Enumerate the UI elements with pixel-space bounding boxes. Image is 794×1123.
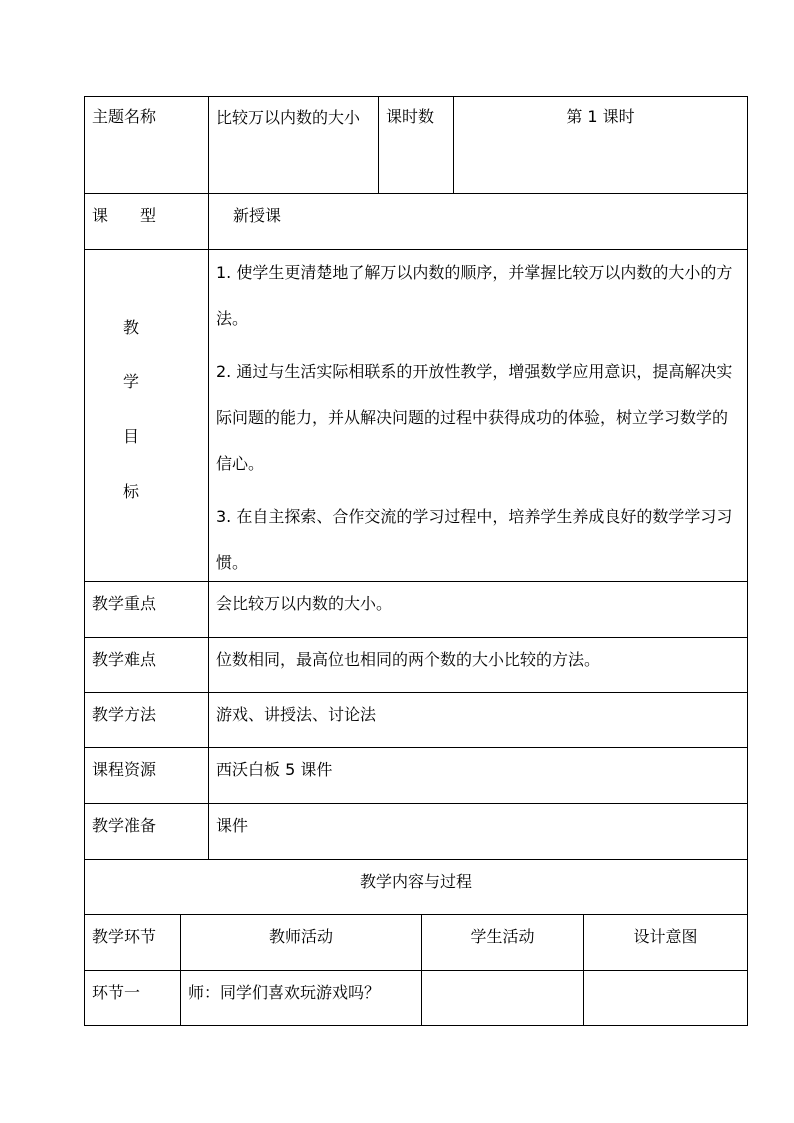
header-stage: 教学环节: [92, 927, 157, 946]
objectives-label-char-1: 教: [123, 318, 140, 337]
hours-label: 课时数: [386, 107, 435, 126]
lesson-type-value: 新授课: [233, 206, 282, 225]
resources-label-cell: [84, 747, 209, 804]
resources-value: 西沃白板 5 课件: [216, 760, 333, 779]
lesson-type-label-cell: [84, 193, 209, 250]
process-title: 教学内容与过程: [359, 872, 472, 891]
key-point-label-cell: [84, 581, 209, 638]
hours-value: 第 1 课时: [566, 107, 635, 126]
header-intent-cell: [583, 914, 748, 971]
objectives-label-cell: [84, 249, 209, 582]
header-stage-cell: [84, 914, 181, 971]
header-student-cell: [421, 914, 584, 971]
topic-value: 比较万以内数的大小: [216, 108, 361, 127]
method-label: 教学方法: [92, 705, 157, 724]
objectives-label-char-2: 学: [123, 372, 140, 391]
method-value: 游戏、讲授法、讨论法: [216, 705, 377, 724]
teacher-activity-1: 师：同学们喜欢玩游戏吗？: [188, 983, 381, 1002]
stage-1: 环节一: [92, 983, 141, 1002]
process-title-cell: [84, 859, 748, 915]
preparation-label: 教学准备: [92, 816, 157, 835]
header-teacher-cell: [180, 914, 422, 971]
topic-value-cell: [208, 96, 379, 194]
stage-1-cell: [84, 970, 181, 1026]
objectives-label-char-4: 标: [123, 482, 140, 501]
header-intent: 设计意图: [633, 927, 698, 946]
topic-label-cell: [84, 96, 209, 194]
preparation-value: 课件: [216, 816, 249, 835]
preparation-label-cell: [84, 803, 209, 860]
objective-item-3: 3. 在自主探索、合作交流的学习过程中，培养学生养成良好的数学学习习惯。: [216, 507, 733, 572]
topic-label: 主题名称: [92, 107, 157, 126]
difficulty-label: 教学难点: [92, 650, 157, 669]
hours-value-cell: [453, 96, 748, 194]
method-label-cell: [84, 692, 209, 748]
resources-value-cell: [208, 747, 748, 804]
design-intent-1-cell: [583, 970, 748, 1026]
hours-label-cell: [378, 96, 454, 194]
method-value-cell: [208, 692, 748, 748]
difficulty-value: 位数相同，最高位也相同的两个数的大小比较的方法。: [216, 650, 601, 669]
objectives-label-char-3: 目: [123, 427, 140, 446]
student-activity-1-cell: [421, 970, 584, 1026]
objective-item-1: 1. 使学生更清楚地了解万以内数的顺序，并掌握比较万以内数的大小的方法。: [216, 263, 733, 328]
objective-item-2: 2. 通过与生活实际相联系的开放性教学，增强数学应用意识，提高解决实际问题的能力，并从解决问题的过程中获得成功的体验，树立学习数学的信心。: [216, 362, 733, 473]
preparation-value-cell: [208, 803, 748, 860]
difficulty-label-cell: [84, 637, 209, 693]
key-point-value-cell: [208, 581, 748, 638]
header-student: 学生活动: [470, 927, 535, 946]
objectives-content-cell: [208, 249, 748, 582]
header-teacher: 教师活动: [268, 927, 333, 946]
lesson-type-label: 课 型: [92, 206, 157, 225]
difficulty-value-cell: [208, 637, 748, 693]
lesson-type-value-cell: [208, 193, 748, 250]
key-point-value: 会比较万以内数的大小。: [216, 594, 393, 613]
teacher-activity-1-cell: [180, 970, 422, 1026]
resources-label: 课程资源: [92, 760, 157, 779]
key-point-label: 教学重点: [92, 594, 157, 613]
